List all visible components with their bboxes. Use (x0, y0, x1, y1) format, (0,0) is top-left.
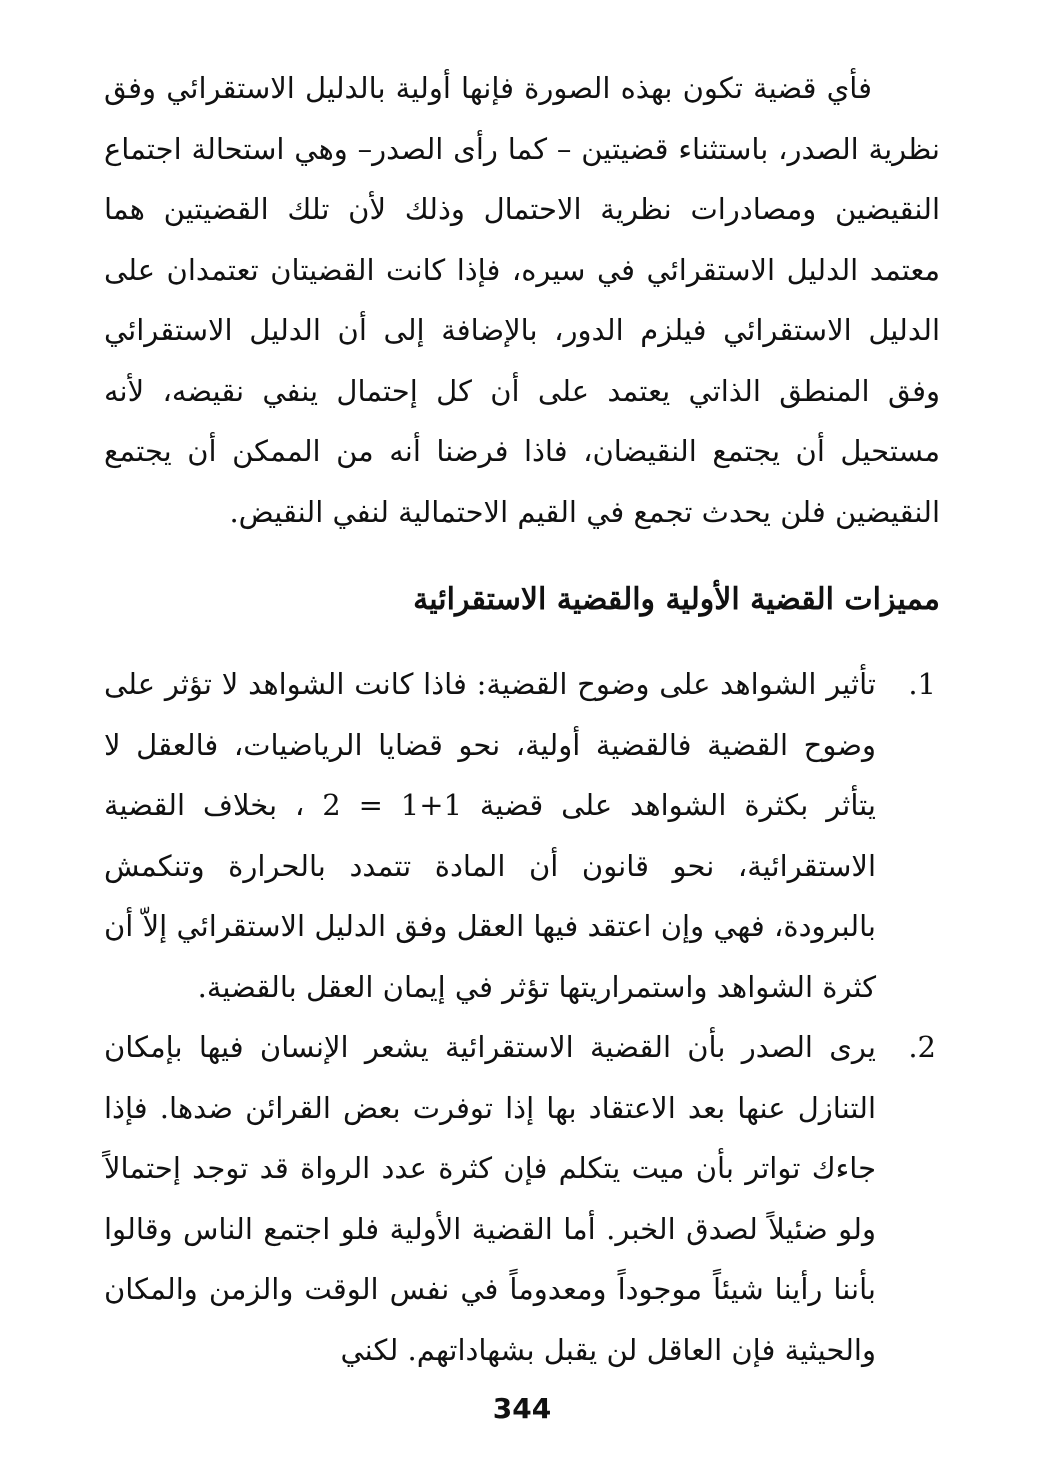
list-item-text: تأثير الشواهد على وضوح القضية: فاذا كانت الشواهد لا تؤثر على وضوح القضية فالقضية أولية، نحو قضايا الرياضيات، فالعقل لا يتأثر بكثرة الشواهد على قضية 1+1 = 2 ، بخلاف القضية الاستقرائية، نحو قانون أن المادة تتمدد بالحرارة وتنكمش بالبرودة، فهي وإن اعتقد فيها العقل وفق الدليل الاستقرائي إلاّ أن كثرة الشواهد واستمراريتها تؤثر في إيمان العقل بالقضية. (104, 667, 876, 1004)
list-item (104, 654, 940, 1017)
list-item (104, 1017, 940, 1380)
page-body (104, 58, 940, 1380)
list-item-number: 2. (908, 1030, 936, 1064)
intro-paragraph: فأي قضية تكون بهذه الصورة فإنها أولية بالدليل الاستقرائي وفق نظرية الصدر، باستثناء قضيتين – كما رأى الصدر– وهي استحالة اجتماع النقيضين ومصادرات نظرية الاحتمال وذلك لأن تلك القضيتين هما معتمد الدليل الاستقرائي في سيره، فإذا كانت القضيتان تعتمدان على الدليل الاستقرائي فيلزم الدور، بالإضافة إلى أن الدليل الاستقرائي وفق المنطق الذاتي يعتمد على أن كل إحتمال ينفي نقيضه، لأنه مستحيل أن يجتمع النقيضان، فاذا فرضنا أنه من الممكن أن يجتمع النقيضين فلن يحدث تجمع في القيم الاحتمالية لنفي النقيض. (104, 71, 940, 529)
list-item-number: 1. (908, 667, 936, 701)
page-number: 344 (492, 1392, 552, 1425)
list-item-text: يرى الصدر بأن القضية الاستقرائية يشعر الإنسان فيها بإمكان التنازل عنها بعد الاعتقاد بها إذا توفرت بعض القرائن ضدها. فإذا جاءك تواتر بأن ميت يتكلم فإن كثرة عدد الرواة قد توجد إحتمالاً ولو ضئيلاً لصدق الخبر. أما القضية الأولية فلو اجتمع الناس وقالوا بأننا رأينا شيئاً موجوداً ومعدوماً في نفس الوقت والزمن والمكان والحيثية فإن العاقل لن يقبل بشهاداتهم. لكني (104, 1030, 876, 1367)
section-heading: مميزات القضية الأولية والقضية الاستقرائية (413, 582, 940, 617)
features-list (104, 654, 940, 1380)
